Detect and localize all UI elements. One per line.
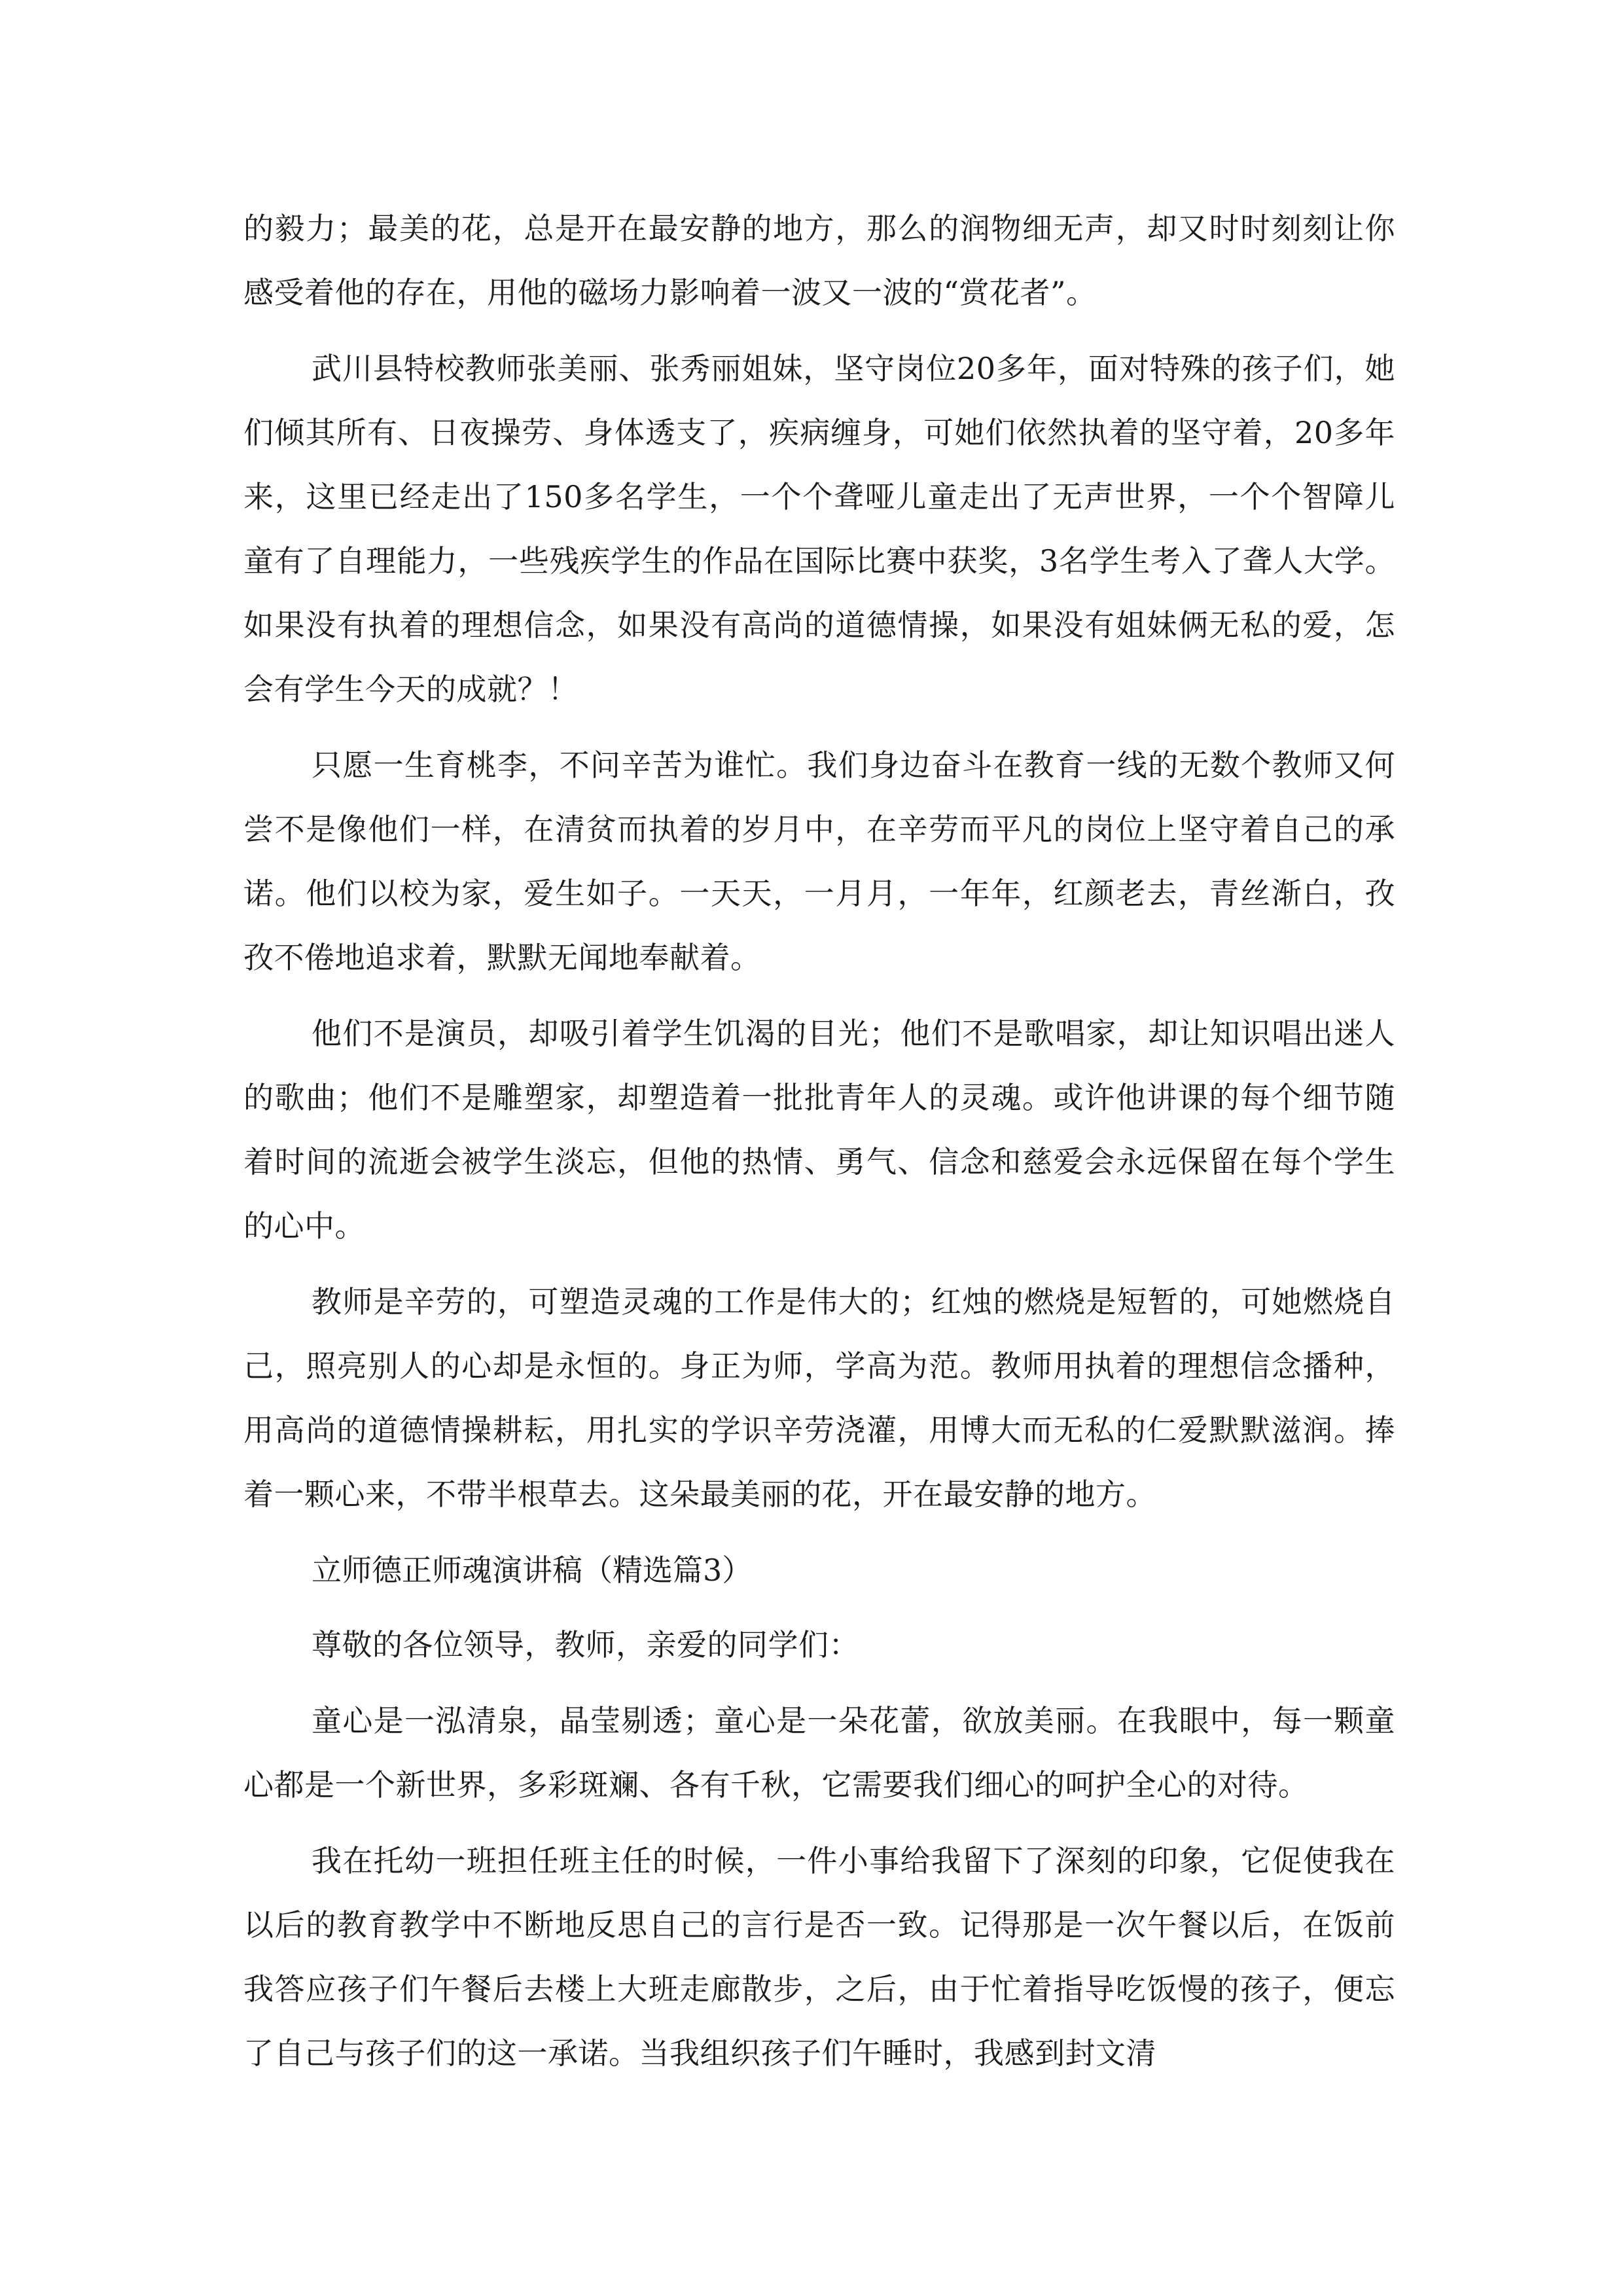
paragraph-kindergarten-story: 我在托幼一班担任班主任的时候，一件小事给我留下了深刻的印象，它促使我在以后的教育教学中不断地反思自己的言行是否一致。记得那是一次午餐以后，在饭前我答应孩子们午餐后去楼上大班走廊散步，之后，由于忙着指导吃饭慢的孩子，便忘了自己与孩子们的这一承诺。当我组织孩子们午睡时，我感到封文清 — [243, 1843, 1395, 2071]
paragraph-child-heart: 童心是一泓清泉，晶莹剔透；童心是一朵花蕾，欲放美丽。在我眼中，每一颗童心都是一个新世界，多彩斑斓、各有千秋，它需要我们细心的呵护全心的对待。 — [243, 1703, 1395, 1803]
salutation: 尊敬的各位领导，教师，亲爱的同学们： — [312, 1627, 859, 1662]
document-page — [243, 196, 1395, 2097]
paragraph-not-actors: 他们不是演员，却吸引着学生饥渴的目光；他们不是歌唱家，却让知识唱出迷人的歌曲；他们不是雕塑家，却塑造着一批批青年人的灵魂。或许他讲课的每个细节随着时间的流逝会被学生淡忘，但他的热情、勇气、信念和慈爱会永远保留在每个学生的心中。 — [243, 1016, 1395, 1244]
paragraph-zhang-sisters: 武川县特校教师张美丽、张秀丽姐妹，坚守岗位20多年，面对特殊的孩子们，她们倾其所有、日夜操劳、身体透支了，疾病缠身，可她们依然执着的坚守着，20多年来，这里已经走出了150多名学生，一个个聋哑儿童走出了无声世界，一个个智障儿童有了自理能力，一些残疾学生的作品在国际比赛中获奖，3名学生考入了聋人大学。如果没有执着的理想信念，如果没有高尚的道德情操，如果没有姐妹俩无私的爱，怎会有学生今天的成就？！ — [243, 351, 1395, 707]
paragraph-peach-plum: 只愿一生育桃李，不问辛苦为谁忙。我们身边奋斗在教育一线的无数个教师又何尝不是像他们一样，在清贫而执着的岁月中，在辛劳而平凡的岗位上坚守着自己的承诺。他们以校为家，爱生如子。一天天，一月月，一年年，红颜老去，青丝渐白，孜孜不倦地追求着，默默无闻地奉献着。 — [243, 747, 1395, 975]
paragraph-teachers-toil: 教师是辛劳的，可塑造灵魂的工作是伟大的；红烛的燃烧是短暂的，可她燃烧自己，照亮别人的心却是永恒的。身正为师，学高为范。教师用执着的理想信念播种，用高尚的道德情操耕耘，用扎实的学识辛劳浇灌，用博大而无私的仁爱默默滋润。捧着一颗心来，不带半根草去。这朵最美丽的花，开在最安静的地方。 — [243, 1284, 1395, 1512]
paragraph-continuation: 的毅力；最美的花，总是开在最安静的地方，那么的润物细无声，却又时时刻刻让你感受着他的存在，用他的磁场力影响着一波又一波的“赏花者”。 — [243, 211, 1395, 310]
section-title: 立师德正师魂演讲稿（精选篇3） — [312, 1552, 753, 1588]
